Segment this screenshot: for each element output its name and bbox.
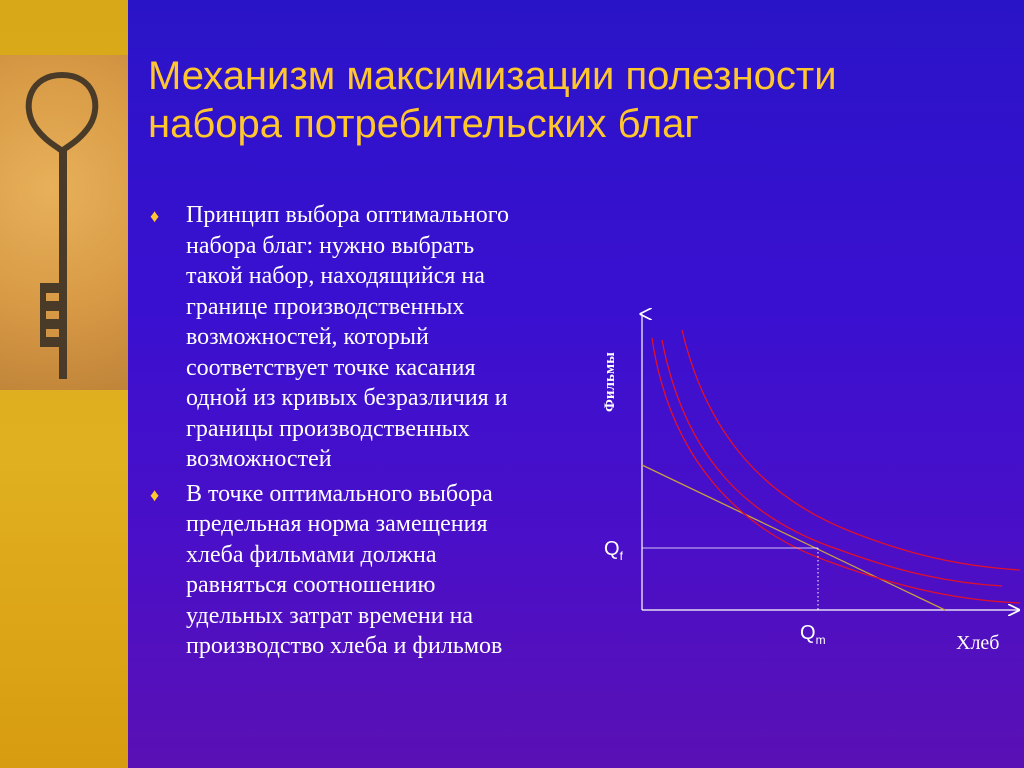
- title-line: Механизм максимизации полезности: [148, 54, 837, 98]
- y-axis-label: Фильмы: [602, 352, 618, 412]
- bullet-line: возможностей, который: [186, 324, 429, 350]
- bullet-line: Принцип выбора оптимального: [186, 202, 509, 228]
- indifference-curve-3: [682, 330, 1020, 570]
- bullet-line: В точке оптимального выбора: [186, 480, 493, 507]
- indifference-curve-2: [662, 340, 1002, 586]
- bullet-line: границе производственных: [186, 293, 465, 320]
- slide-title: [148, 52, 988, 148]
- bullet-line: такой набор, находящийся на: [186, 263, 485, 289]
- bullet-line: соответствует точке касания: [186, 354, 476, 381]
- bullet-line: удельных затрат времени на: [186, 602, 474, 629]
- bullet-line: производство хлеба и фильмов: [186, 633, 503, 659]
- diamond-bullet-icon: ♦: [150, 206, 160, 226]
- key-photo: [0, 55, 128, 390]
- bullet-line: предельная норма замещения: [186, 511, 488, 537]
- x-axis-label: Хлеб: [956, 632, 1000, 654]
- diamond-bullet-icon: ♦: [150, 484, 160, 505]
- bullet-line: возможностей: [186, 446, 332, 472]
- bullet-line: равняться соотношению: [186, 572, 436, 598]
- qf-label: $Q_f$: [604, 538, 623, 563]
- production-frontier: [642, 465, 945, 610]
- optimal-choice-diagram: [590, 300, 1020, 670]
- bullet-list: [148, 200, 588, 666]
- bullet-item: [148, 200, 588, 475]
- qm-label: $Q_m$: [800, 622, 826, 647]
- bullet-item: [148, 479, 588, 662]
- bullet-line: одной из кривых безразличия и: [186, 385, 508, 411]
- title-line: набора потребительских благ: [148, 102, 699, 146]
- bullet-line: границы производственных: [186, 415, 470, 442]
- bullet-line: хлеба фильмами должна: [186, 541, 437, 568]
- bullet-line: набора благ: нужно выбрать: [186, 232, 475, 259]
